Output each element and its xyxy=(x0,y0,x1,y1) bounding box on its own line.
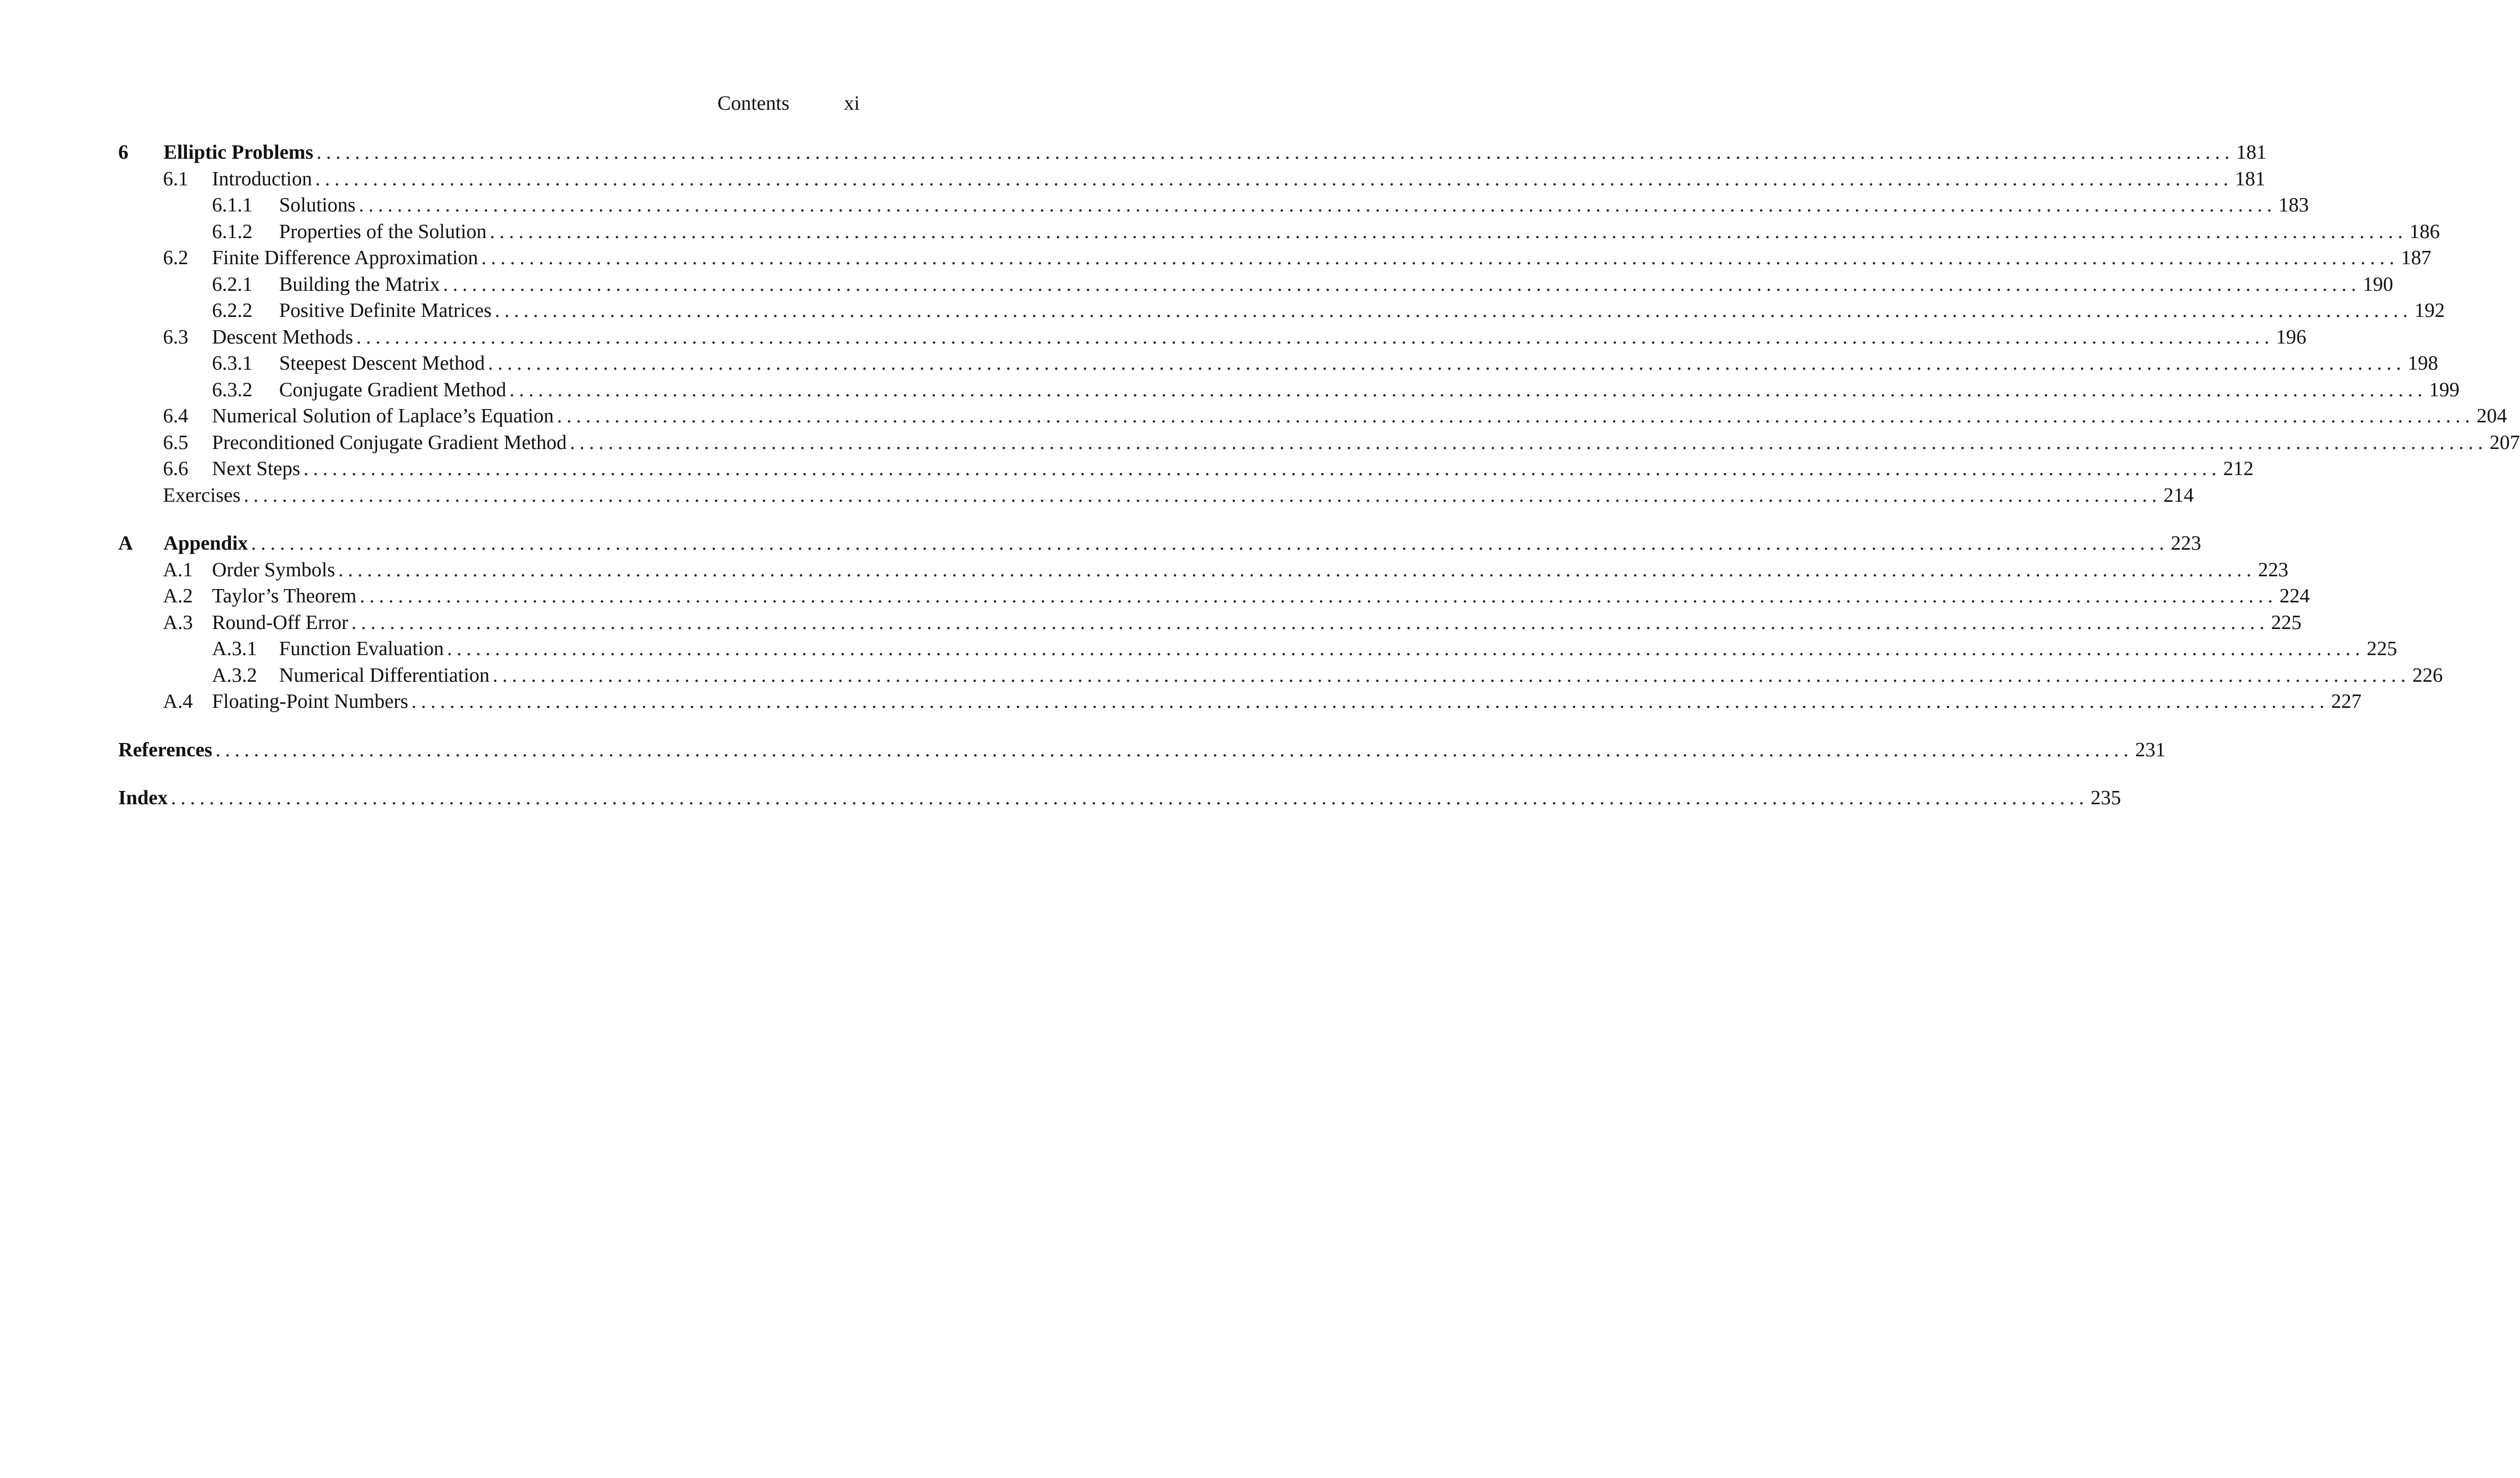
toc-entry xyxy=(118,298,2445,324)
dot-leader: ........................................................................................................................................................................................................ xyxy=(316,141,2234,164)
toc-entry-line xyxy=(279,298,2445,324)
dot-leader: ........................................................................................................................................................................................................ xyxy=(315,167,2233,190)
toc-entry-line xyxy=(279,377,2460,404)
toc-entry-line xyxy=(163,483,2194,509)
dot-leader: ........................................................................................................................................................................................................ xyxy=(303,458,2221,480)
toc-entry-title: Descent Methods xyxy=(212,324,356,351)
toc-entry xyxy=(118,430,2520,456)
toc-entry-line xyxy=(212,166,2265,193)
toc-entry-title: Positive Definite Matrices xyxy=(279,298,495,324)
toc-entry-title: Finite Difference Approximation xyxy=(212,245,482,272)
table-of-contents xyxy=(118,140,2520,812)
toc-entry-line xyxy=(212,557,2289,584)
toc-entry-page-number: 226 xyxy=(2412,664,2443,687)
toc-entry-line xyxy=(118,737,2166,764)
toc-entry-title: Taylor’s Theorem xyxy=(212,583,360,610)
toc-entry-title: Numerical Differentiation xyxy=(279,663,493,689)
toc-entry xyxy=(118,557,2289,584)
toc-entry-line xyxy=(212,689,2362,715)
toc-entry-page-number: 183 xyxy=(2278,194,2309,216)
dot-leader: ........................................................................................................................................................................................................ xyxy=(557,405,2475,427)
toc-entry-line xyxy=(212,324,2306,351)
toc-entry-page-number: 223 xyxy=(2258,558,2289,581)
toc-entry-number: A.1 xyxy=(163,558,193,581)
toc-entry-number: 6.3.2 xyxy=(212,378,252,401)
toc-entry-title: Introduction xyxy=(212,166,315,193)
toc-entry xyxy=(118,403,2507,430)
toc-entry-page-number: 207 xyxy=(2489,431,2520,454)
toc-entry-title: References xyxy=(118,737,216,764)
toc-entry-number: A.3.2 xyxy=(212,664,257,687)
running-head xyxy=(118,92,860,118)
dot-leader: ........................................................................................................................................................................................................ xyxy=(411,690,2329,713)
dot-leader: ........................................................................................................................................................................................................ xyxy=(509,378,2427,401)
toc-entry-page-number: 231 xyxy=(2135,738,2166,761)
toc-entry-line xyxy=(164,530,2201,557)
toc-entry-number: 6.1 xyxy=(163,167,189,190)
dot-leader: ........................................................................................................................................................................................................ xyxy=(492,664,2410,687)
dot-leader: ........................................................................................................................................................................................................ xyxy=(481,247,2399,269)
toc-entry-page-number: 204 xyxy=(2476,405,2507,427)
toc-entry xyxy=(118,192,2309,219)
toc-entry-page-number: 186 xyxy=(2409,220,2440,243)
toc-entry-title: Elliptic Problems xyxy=(164,140,316,166)
toc-entry xyxy=(118,636,2397,663)
toc-entry xyxy=(118,663,2443,689)
toc-entry xyxy=(118,530,2201,557)
toc-entry xyxy=(118,272,2393,298)
dot-leader: ........................................................................................................................................................................................................ xyxy=(170,787,2089,809)
toc-entry xyxy=(118,456,2254,483)
toc-entry-number: A.2 xyxy=(163,585,193,607)
toc-entry-line xyxy=(279,192,2309,219)
toc-entry-line xyxy=(279,272,2393,298)
toc-entry-title: Steepest Descent Method xyxy=(279,350,488,377)
toc-entry-line xyxy=(118,785,2121,812)
toc-entry-title: Round-Off Error xyxy=(212,610,352,636)
dot-leader: ........................................................................................................................................................................................................ xyxy=(251,532,2169,554)
toc-entry-number: 6.2.1 xyxy=(212,273,252,296)
toc-entry-title: Appendix xyxy=(164,530,251,557)
toc-entry-title: Numerical Solution of Laplace’s Equation xyxy=(212,403,557,430)
toc-entry-number: 6.6 xyxy=(163,458,189,480)
toc-entry-line xyxy=(279,219,2440,246)
toc-entry-title: Order Symbols xyxy=(212,557,338,584)
toc-entry-number: 6.3 xyxy=(163,325,189,348)
toc-entry-number: A.4 xyxy=(163,690,193,713)
toc-entry xyxy=(118,689,2362,715)
toc-entry xyxy=(118,166,2265,193)
toc-entry-line xyxy=(212,456,2254,483)
toc-entry-page-number: 199 xyxy=(2429,378,2460,401)
toc-entry-page-number: 224 xyxy=(2279,585,2310,607)
toc-entry xyxy=(118,140,2267,166)
toc-entry-number: 6.1.2 xyxy=(212,220,252,243)
toc-entry-title: Building the Matrix xyxy=(279,272,443,298)
dot-leader: ........................................................................................................................................................................................................ xyxy=(443,273,2361,296)
toc-entry-title: Index xyxy=(118,785,171,812)
toc-entry-page-number: 225 xyxy=(2271,611,2302,634)
toc-entry-line xyxy=(212,610,2302,636)
toc-entry-line xyxy=(279,636,2397,663)
toc-entry-number: 6.2.2 xyxy=(212,299,252,322)
toc-entry-page-number: 214 xyxy=(2163,484,2194,507)
dot-leader: ........................................................................................................................................................................................................ xyxy=(360,585,2278,607)
dot-leader: ........................................................................................................................................................................................................ xyxy=(447,638,2365,660)
toc-entry xyxy=(118,785,2121,812)
dot-leader: ........................................................................................................................................................................................................ xyxy=(358,194,2277,216)
toc-entry-line xyxy=(279,350,2439,377)
toc-entry-title: Solutions xyxy=(279,192,359,219)
toc-entry-title: Properties of the Solution xyxy=(279,219,490,246)
toc-entry-number: A.3 xyxy=(163,611,193,634)
toc-entry-title: Conjugate Gradient Method xyxy=(279,377,509,404)
dot-leader: ........................................................................................................................................................................................................ xyxy=(356,325,2274,348)
toc-entry xyxy=(118,737,2166,764)
toc-entry-number: 6 xyxy=(118,141,128,164)
toc-entry xyxy=(118,483,2194,509)
toc-entry xyxy=(118,583,2310,610)
toc-entry-page-number: 227 xyxy=(2331,690,2362,713)
dot-leader: ........................................................................................................................................................................................................ xyxy=(569,431,2488,454)
toc-entry-page-number: 235 xyxy=(2090,787,2121,809)
toc-entry-title: Next Steps xyxy=(212,456,304,483)
toc-entry-page-number: 187 xyxy=(2401,247,2432,269)
toc-entry-page-number: 198 xyxy=(2408,352,2439,374)
toc-entry xyxy=(118,350,2439,377)
toc-entry xyxy=(118,219,2440,246)
toc-entry xyxy=(118,610,2302,636)
toc-entry-title: Function Evaluation xyxy=(279,636,447,663)
toc-entry-line xyxy=(212,583,2310,610)
toc-entry-number: 6.1.1 xyxy=(212,194,252,216)
toc-entry-number: A xyxy=(118,532,133,554)
dot-leader: ........................................................................................................................................................................................................ xyxy=(490,220,2408,243)
toc-entry-title: Floating-Point Numbers xyxy=(212,689,411,715)
toc-entry-number: 6.4 xyxy=(163,405,189,427)
toc-entry-title: Exercises xyxy=(163,483,244,509)
dot-leader: ........................................................................................................................................................................................................ xyxy=(338,558,2256,581)
toc-entry-page-number: 223 xyxy=(2171,532,2201,554)
toc-entry-line xyxy=(212,430,2520,456)
running-head-title: Contents xyxy=(717,92,789,115)
toc-entry-line xyxy=(164,140,2267,166)
running-head-page-number: xi xyxy=(844,92,860,115)
dot-leader: ........................................................................................................................................................................................................ xyxy=(494,299,2412,322)
toc-entry-number: 6.3.1 xyxy=(212,352,252,374)
toc-entry-page-number: 181 xyxy=(2236,141,2267,164)
toc-entry-page-number: 181 xyxy=(2234,167,2265,190)
toc-entry-number: 6.5 xyxy=(163,431,189,454)
toc-entry-page-number: 196 xyxy=(2276,325,2306,348)
toc-entry-page-number: 190 xyxy=(2362,273,2393,296)
toc-entry xyxy=(118,245,2432,272)
toc-entry xyxy=(118,377,2460,404)
toc-entry-number: A.3.1 xyxy=(212,638,257,660)
toc-entry-title: Preconditioned Conjugate Gradient Method xyxy=(212,430,570,456)
toc-entry-line xyxy=(212,245,2432,272)
toc-entry-page-number: 212 xyxy=(2223,458,2254,480)
dot-leader: ........................................................................................................................................................................................................ xyxy=(351,611,2269,634)
toc-entry-page-number: 192 xyxy=(2414,299,2445,322)
dot-leader: ........................................................................................................................................................................................................ xyxy=(243,484,2162,507)
toc-entry xyxy=(118,324,2306,351)
toc-entry-page-number: 225 xyxy=(2367,638,2397,660)
toc-entry-line xyxy=(279,663,2443,689)
toc-entry-number: 6.2 xyxy=(163,247,189,269)
dot-leader: ........................................................................................................................................................................................................ xyxy=(488,352,2406,374)
toc-entry-line xyxy=(212,403,2507,430)
dot-leader: ........................................................................................................................................................................................................ xyxy=(215,738,2133,761)
